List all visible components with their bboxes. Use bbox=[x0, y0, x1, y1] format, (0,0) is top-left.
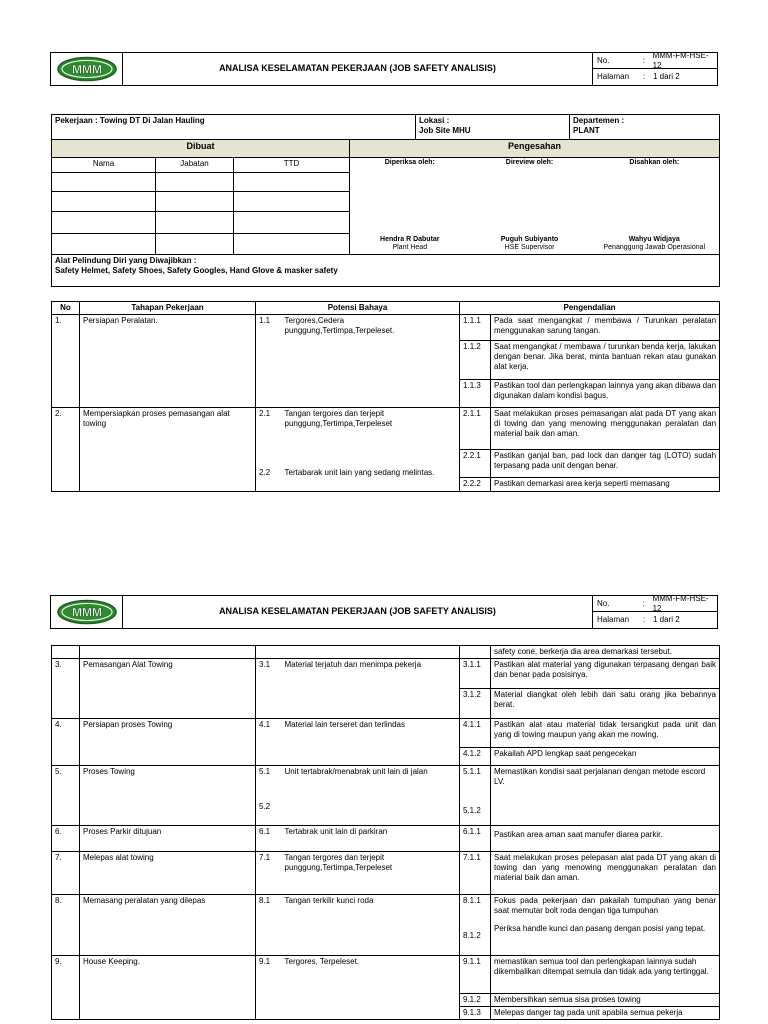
row-no: 3. bbox=[52, 659, 80, 719]
blank-cell bbox=[256, 646, 282, 659]
company-logo bbox=[51, 596, 123, 628]
info-header-row bbox=[51, 114, 720, 140]
jabatan-header: Jabatan bbox=[156, 158, 234, 173]
no-value: MMM-FM-HSE-12 bbox=[652, 593, 709, 613]
departemen-label: Departemen : bbox=[573, 116, 625, 125]
hazard-no: 7.1 bbox=[256, 852, 282, 895]
blank-cell bbox=[234, 234, 350, 255]
logo-text: MMM bbox=[71, 62, 102, 77]
jsa-table-page1 bbox=[51, 301, 720, 492]
col-tahapan: Tahapan Pekerjaan bbox=[80, 302, 256, 315]
blank-cell bbox=[52, 192, 156, 212]
control-text: Saat mengangkat / membawa / turunkan benda kerja, lakukan dengan benar. Jika berat, minta bantuan rekan atau gunakan alat kerja. bbox=[491, 341, 720, 380]
sig3-name: Wahyu Widjaya bbox=[628, 235, 680, 243]
hazard-no-2: 5.2 bbox=[259, 802, 271, 811]
control-no: 1.1.2 bbox=[460, 341, 491, 380]
hazard-no-cell bbox=[256, 766, 282, 826]
blank-cell bbox=[52, 646, 80, 659]
sig1-name: Hendra R Dabutar bbox=[380, 235, 440, 243]
control-text: Memastikan kondisi saat perjalanan dengan metode escord LV. bbox=[491, 766, 720, 802]
row-no: 4. bbox=[52, 719, 80, 766]
control-no: 8.1.2 bbox=[460, 923, 491, 956]
page-value: 1 dari 2 bbox=[653, 615, 680, 624]
hazard-text: Tergores, Terpeleset. bbox=[282, 956, 460, 1020]
sig2-role: HSE Supervisor bbox=[504, 244, 555, 252]
col-pengendalian: Pengendalian bbox=[460, 302, 720, 315]
hazard-no: 8.1 bbox=[256, 895, 282, 956]
page-sep: : bbox=[643, 615, 646, 624]
pengesahan-heading: Pengesahan bbox=[350, 140, 720, 158]
control-text: Pakailah APD lengkap saat pengecekan bbox=[491, 748, 720, 766]
row-step: Pemasangan Alat Towing bbox=[80, 659, 256, 719]
control-text: Pada saat mengangkat / membawa / Turunkan peralatan menggunakan sarung tangan. bbox=[491, 315, 720, 341]
page-label: Halaman bbox=[597, 72, 630, 81]
hazard-text: Material lain terseret dan terlindas bbox=[282, 719, 460, 766]
doc-number bbox=[593, 50, 717, 70]
disahkan-label: Disahkan oleh: bbox=[629, 159, 680, 166]
control-no: 5.1.1 bbox=[460, 766, 491, 802]
control-no: 3.1.1 bbox=[460, 659, 491, 689]
control-text: Membersihkan semua sisa proses towing bbox=[491, 994, 720, 1007]
control-no: 4.1.1 bbox=[460, 719, 491, 748]
doc-title: ANALISA KESELAMATAN PEKERJAAN (JOB SAFETY ANALISIS) bbox=[123, 53, 593, 85]
blank-cell bbox=[80, 646, 256, 659]
row-step: Proses Parkir ditujuan bbox=[80, 826, 256, 852]
hazard-no: 4.1 bbox=[256, 719, 282, 766]
control-text: Melepas danger tag pada unit apabila semua pekerja bbox=[491, 1007, 720, 1020]
control-text: Material diangkat oleh lebih dari satu orang jika bebannya berat. bbox=[491, 689, 720, 719]
no-sep: : bbox=[642, 598, 645, 608]
control-text: Pastikan area aman saat manufer diarea parkir. bbox=[491, 826, 720, 852]
page-label: Halaman bbox=[597, 615, 630, 624]
blank-cell bbox=[234, 192, 350, 212]
row-step: Melepas alat towing bbox=[80, 852, 256, 895]
hazard-no-cell bbox=[256, 408, 282, 492]
control-text: Pastikan ganjal ban, pad lock dan danger tag (LOTO) sudah terpasang pada unit dengan benar. bbox=[491, 450, 720, 478]
control-no: 7.1.1 bbox=[460, 852, 491, 895]
row-step: Persiapan Peralatan. bbox=[80, 315, 256, 408]
control-no: 9.1.3 bbox=[460, 1007, 491, 1020]
blank-cell bbox=[234, 173, 350, 192]
control-no: 8.1.1 bbox=[460, 895, 491, 923]
row-no: 1. bbox=[52, 315, 80, 408]
col-potensi: Potensi Bahaya bbox=[256, 302, 460, 315]
no-label: No. bbox=[597, 55, 610, 65]
control-text: Saat melakukan proses pelepasan alat pada DT yang akan di towing dan yang menowing menggunakan peralatan dan material baik dan aman. bbox=[491, 852, 720, 895]
mmm-logo-icon bbox=[56, 599, 118, 625]
row-no: 6. bbox=[52, 826, 80, 852]
doc-number bbox=[593, 593, 717, 613]
logo-text: MMM bbox=[71, 605, 102, 620]
control-no: 4.1.2 bbox=[460, 748, 491, 766]
diperiksa-label: Diperiksa oleh: bbox=[384, 159, 435, 166]
sig3-role: Penanggung Jawab Operasional bbox=[603, 244, 706, 252]
blank-cell bbox=[52, 212, 156, 234]
approval-table bbox=[51, 139, 720, 287]
col-no: No bbox=[52, 302, 80, 315]
control-no: 1.1.3 bbox=[460, 380, 491, 408]
direview-cell bbox=[470, 158, 590, 255]
hazard-text: Tangan tergores dan terjepit punggung,Tertimpa,Terpeleset bbox=[284, 409, 393, 428]
row-step: Persiapan proses Towing bbox=[80, 719, 256, 766]
departemen-value: PLANT bbox=[573, 126, 600, 135]
control-no: 5.1.2 bbox=[460, 802, 491, 826]
lokasi-cell bbox=[416, 115, 570, 140]
hazard-text: Unit tertabrak/menabrak unit lain di jalan bbox=[282, 766, 460, 826]
blank-cell bbox=[156, 234, 234, 255]
hazard-no: 6.1 bbox=[256, 826, 282, 852]
company-logo bbox=[51, 53, 123, 85]
diperiksa-cell bbox=[350, 158, 470, 255]
control-text: Pastikan tool dan perlengkapan lainnya yang akan dibawa dan digunakan dalam kondisi bagus. bbox=[491, 380, 720, 408]
nama-header: Nama bbox=[52, 158, 156, 173]
direview-label: Direview oleh: bbox=[505, 159, 554, 166]
row-no: 9. bbox=[52, 956, 80, 1020]
row-no: 8. bbox=[52, 895, 80, 956]
blank-cell bbox=[156, 173, 234, 192]
mmm-logo-icon bbox=[56, 56, 118, 82]
row-step: Memasang peralatan yang dilepas bbox=[80, 895, 256, 956]
control-text: Periksa handle kunci dan pasang dengan posisi yang tepat. bbox=[491, 923, 720, 956]
hazard-text-cell bbox=[282, 408, 460, 492]
blank-cell bbox=[491, 802, 720, 826]
page-value: 1 dari 2 bbox=[653, 72, 680, 81]
departemen-cell bbox=[570, 115, 720, 140]
blank-cell bbox=[156, 192, 234, 212]
hazard-text: Tergores,Cedera punggung,Tertimpa,Terpeleset. bbox=[282, 315, 460, 408]
control-no: 1.1.1 bbox=[460, 315, 491, 341]
row-no: 2. bbox=[52, 408, 80, 492]
dibuat-heading: Dibuat bbox=[52, 140, 350, 158]
blank-cell bbox=[156, 212, 234, 234]
sig1-role: Plant Head bbox=[392, 244, 428, 252]
jsa-table-page2 bbox=[51, 645, 720, 1020]
control-no: 2.2.1 bbox=[460, 450, 491, 478]
blank-cell bbox=[282, 646, 460, 659]
hazard-text: Tangan terkilir kunci roda bbox=[282, 895, 460, 956]
control-no: 9.1.1 bbox=[460, 956, 491, 994]
ttd-header: TTD bbox=[234, 158, 350, 173]
page-header bbox=[50, 52, 718, 86]
row-step: Mempersiapkan proses pemasangan alat towing bbox=[80, 408, 256, 492]
hazard-no: 1.1 bbox=[256, 315, 282, 408]
control-text: Pastikan demarkasi area kerja seperti memasang bbox=[491, 478, 720, 492]
no-label: No. bbox=[597, 598, 610, 608]
hazard-no: 5.1 bbox=[259, 767, 271, 776]
control-no: 3.1.2 bbox=[460, 689, 491, 719]
row-step: House Keeping. bbox=[80, 956, 256, 1020]
control-text: Pastikan alat atau material tidak tersangkut pada unit dan yang di towing maupun yang akan me nowing. bbox=[491, 719, 720, 748]
blank-cell bbox=[52, 173, 156, 192]
control-no: 9.1.2 bbox=[460, 994, 491, 1007]
lokasi-value-2: Job Site MHU bbox=[419, 126, 471, 135]
row-no: 7. bbox=[52, 852, 80, 895]
control-text: Saat melakukan proses pemasangan alat pada DT yang akan di towing dan yang menowing menggunakan peralatan dan material baik dan aman. bbox=[491, 408, 720, 450]
sig2-name: Puguh Subiyanto bbox=[500, 235, 559, 243]
pekerjaan-cell: Pekerjaan : Towing DT Di Jalan Hauling bbox=[52, 115, 416, 140]
doc-title: ANALISA KESELAMATAN PEKERJAAN (JOB SAFETY ANALISIS) bbox=[123, 596, 593, 628]
control-text: memastikan semua tool dan perlengkapan lainnya sudah dikembalikan ditempat semula dan tidak ada yang tertinggal. bbox=[491, 956, 720, 994]
no-sep: : bbox=[642, 55, 645, 65]
lokasi-label-2: Lokasi : bbox=[419, 116, 450, 125]
control-no: 6.1.1 bbox=[460, 826, 491, 852]
hazard-no: 9.1 bbox=[256, 956, 282, 1020]
control-text: Fokus pada pekerjaan dan pakailah tumpuhan yang benar saat memutar bolt roda dengan tiga tumpuhan bbox=[491, 895, 720, 923]
row-no: 5. bbox=[52, 766, 80, 826]
apd-cell bbox=[52, 255, 720, 287]
blank-cell bbox=[52, 234, 156, 255]
no-value: MMM-FM-HSE-12 bbox=[652, 50, 709, 70]
page-number bbox=[593, 612, 717, 628]
hazard-no: 3.1 bbox=[256, 659, 282, 719]
control-no: 2.2.2 bbox=[460, 478, 491, 492]
row-step: Proses Towing bbox=[80, 766, 256, 826]
apd-label: Alat Pelindung Diri yang Diwajibkan : bbox=[55, 256, 197, 265]
hazard-text-2: Tertabarak unit lain yang sedang melintas. bbox=[284, 468, 435, 477]
disahkan-cell bbox=[590, 158, 720, 255]
page-number bbox=[593, 69, 717, 85]
carry-text: safety cone, berkerja dia area demarkasi tersebut. bbox=[491, 646, 720, 659]
hazard-text: Material terjatuh dan menimpa pekerja bbox=[282, 659, 460, 719]
hazard-no: 2.1 bbox=[259, 409, 271, 418]
hazard-text: Tangan tergores dan terjepit punggung,Tertimpa,Terpeleset bbox=[282, 852, 460, 895]
blank-cell bbox=[460, 646, 491, 659]
blank-cell bbox=[234, 212, 350, 234]
control-no: 2.1.1 bbox=[460, 408, 491, 450]
page-header-2 bbox=[50, 595, 718, 629]
hazard-no-2: 2.2 bbox=[259, 468, 271, 477]
apd-value: Safety Helmet, Safety Shoes, Safety Googles, Hand Glove & masker safety bbox=[55, 266, 338, 275]
control-text: Pastikan alat material yang digunakan terpasang dengan baik dan benar pada posisinya. bbox=[491, 659, 720, 689]
page-sep: : bbox=[643, 72, 646, 81]
hazard-text: Tertabrak unit lain di parkiran bbox=[282, 826, 460, 852]
